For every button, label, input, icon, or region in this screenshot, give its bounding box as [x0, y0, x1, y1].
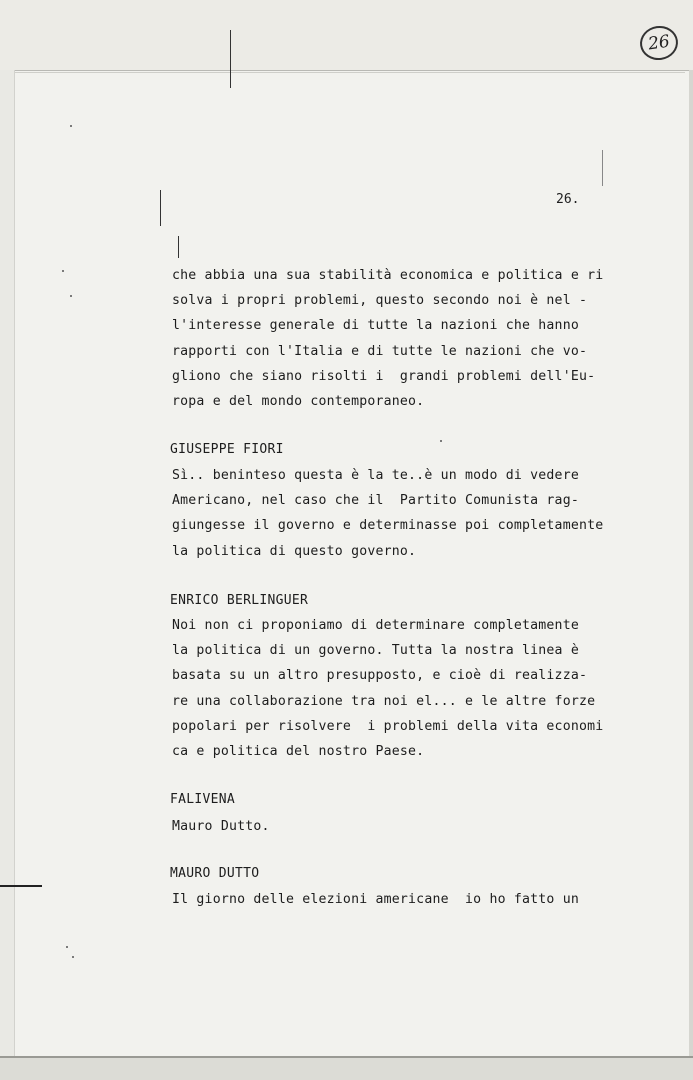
stamp-number: 26	[646, 31, 672, 55]
text-line: rapporti con l'Italia e di tutte le nazioni che vo-	[172, 343, 588, 359]
pen-mark	[602, 150, 603, 186]
scan-bottom-edge	[0, 1056, 693, 1080]
speaker-name: GIUSEPPE FIORI	[170, 442, 284, 457]
text-line: che abbia una sua stabilità economica e politica e ri	[172, 268, 604, 283]
text-line: ca e politica del nostro Paese.	[172, 743, 425, 759]
margin-tab-mark	[0, 885, 42, 887]
text-line: Noi non ci proponiamo di determinare completamente	[172, 618, 579, 633]
speaker-passage	[172, 814, 622, 839]
scan-speck	[62, 270, 64, 272]
text-line: la politica di questo governo.	[172, 543, 417, 559]
text-line: ropa e del mondo contemporaneo.	[172, 393, 425, 409]
text-line: Americano, nel caso che il Partito Comunista rag-	[172, 493, 579, 509]
text-line: Il giorno delle elezioni americane io ho fatto un	[172, 892, 579, 907]
text-line: re una collaborazione tra noi el... e le altre forze	[172, 693, 596, 709]
speaker-passage	[172, 613, 622, 764]
speaker-passage	[172, 463, 622, 564]
text-line: popolari per risolvere i problemi della vita economi	[172, 718, 604, 734]
text-line: Sì.. beninteso questa è la te..è un modo di vedere	[172, 468, 579, 483]
pen-mark	[178, 236, 179, 258]
text-line: Mauro Dutto.	[172, 819, 270, 834]
speaker-name: ENRICO BERLINGUER	[170, 593, 309, 608]
speaker-passage	[172, 887, 622, 912]
text-line: l'interesse generale di tutte la nazioni che hanno	[172, 318, 579, 334]
pen-mark	[160, 190, 161, 226]
speaker-name: MAURO DUTTO	[170, 866, 260, 881]
text-line: solva i propri problemi, questo secondo noi è nel -	[172, 293, 588, 309]
scan-speck	[72, 956, 74, 958]
scan-speck	[440, 440, 442, 442]
passage-continuation	[172, 263, 622, 414]
scan-top-edge	[0, 0, 693, 71]
text-line: la politica di un governo. Tutta la nostra linea è	[172, 643, 579, 659]
scan-speck	[70, 295, 72, 297]
pen-mark	[230, 30, 231, 88]
scan-speck	[66, 946, 68, 948]
text-line: gliono che siano risolti i grandi problemi dell'Eu-	[172, 368, 596, 384]
speaker-name: FALIVENA	[170, 792, 236, 807]
scan-speck	[70, 125, 72, 127]
text-line: basata su un altro presupposto, e cioè di realizza-	[172, 668, 588, 684]
scan-right-edge	[689, 70, 693, 1060]
page-number: 26.	[556, 192, 580, 207]
scan-left-edge	[0, 70, 15, 1060]
text-line: giungesse il governo e determinasse poi completamente	[172, 518, 604, 534]
